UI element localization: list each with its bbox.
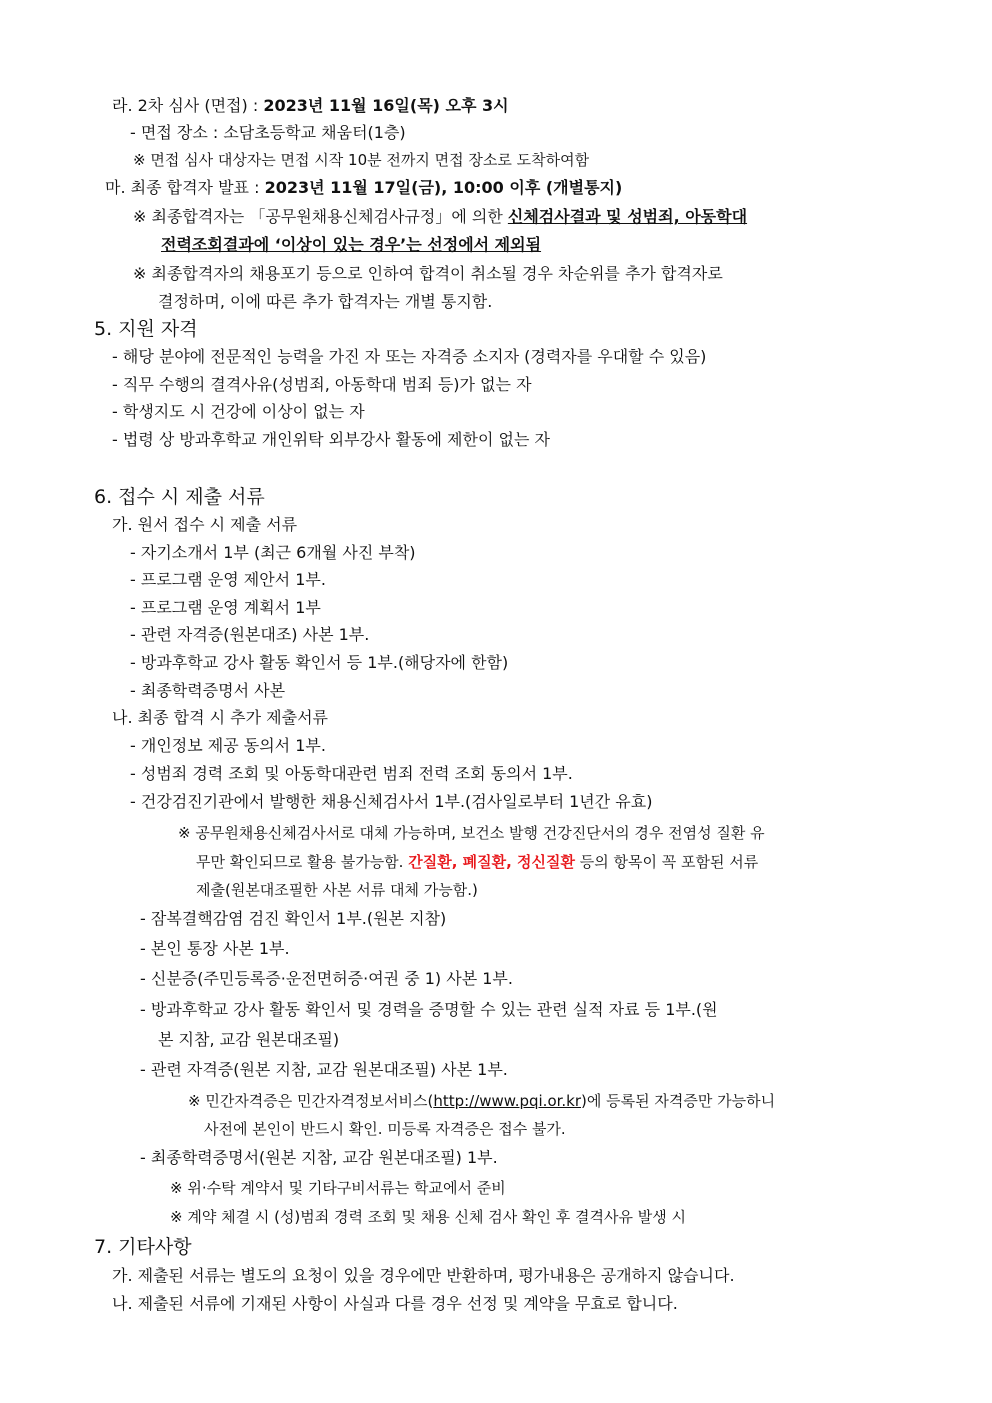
final-note-1: ※ 최종합격자는 「공무원채용신체검사규정」에 의한 신체검사결과 및 성범죄, 아동학대 [133, 207, 748, 226]
application-docs-heading: 가. 원서 접수 시 제출 서류 [112, 515, 298, 534]
list-item: - 잠복결핵감염 검진 확인서 1부.(원본 지참) [140, 909, 447, 928]
list-item: - 방과후학교 강사 활동 확인서 등 1부.(해당자에 한함) [130, 653, 509, 672]
interview-place: - 면접 장소 : 소담초등학교 채움터(1층) [130, 123, 406, 142]
health-note-cont: 무만 확인되므로 활용 불가능함. 간질환, 폐질환, 정신질환 등의 항목이 꼭 포함된 서류 [196, 853, 759, 871]
list-item: - 프로그램 운영 제안서 1부. [130, 570, 326, 589]
announcement-date: 2023년 11월 17일(금), 10:00 이후 (개별통지) [264, 178, 623, 197]
health-note-cont: 제출(원본대조필한 사본 서류 대체 가능함.) [196, 881, 478, 899]
misc-item: 나. 제출된 서류에 기재된 사항이 사실과 다를 경우 선정 및 계약을 무효로 합니다. [112, 1294, 678, 1313]
section-5-title: 5. 지원 자격 [94, 318, 198, 340]
eligibility-item: - 학생지도 시 건강에 이상이 없는 자 [112, 402, 365, 421]
pqi-link[interactable]: http://www.pqi.or.kr [433, 1092, 582, 1110]
misc-item: 가. 제출된 서류는 별도의 요청이 있을 경우에만 반환하며, 평가내용은 공개하지 않습니다. [112, 1266, 735, 1285]
interview-note: ※ 면접 심사 대상자는 면접 시작 10분 전까지 면접 장소로 도착하여함 [133, 151, 590, 169]
cert-note: ※ 민간자격증은 민간자격정보서비스(http://www.pqi.or.kr)에 등록된 자격증만 가능하니 [188, 1092, 776, 1110]
list-item: - 관련 자격증(원본대조) 사본 1부. [130, 625, 370, 644]
health-note: ※ 공무원채용신체검사서로 대체 가능하며, 보건소 발행 건강진단서의 경우 전염성 질환 유 [178, 824, 765, 842]
list-item: - 방과후학교 강사 활동 확인서 및 경력을 증명할 수 있는 관련 실적 자료 등 1부.(원 [140, 1000, 718, 1019]
announcement-label: 마. 최종 합격자 발표 : [105, 178, 265, 197]
final-note-1-emphasis-2: 전력조회결과에 ‘이상이 있는 경우’는 선정에서 제외됨 [161, 235, 542, 254]
list-item: - 프로그램 운영 계획서 1부 [130, 598, 321, 617]
interview-date: 2023년 11월 16일(목) 오후 3시 [263, 96, 509, 115]
list-item: - 본인 통장 사본 1부. [140, 939, 290, 958]
contract-note: ※ 위·수탁 계약서 및 기타구비서류는 학교에서 준비 [170, 1179, 506, 1197]
section-7-title: 7. 기타사항 [94, 1236, 192, 1258]
final-note-2: ※ 최종합격자의 채용포기 등으로 인하여 합격이 취소될 경우 차순위를 추가 합격자로 [133, 264, 723, 283]
interview-schedule [112, 96, 509, 116]
list-item: - 최종학력증명서 사본 [130, 681, 286, 700]
list-item: - 관련 자격증(원본 지참, 교감 원본대조필) 사본 1부. [140, 1060, 508, 1079]
health-note-required-items: 간질환, 폐질환, 정신질환 [408, 853, 575, 871]
list-item-cont: 본 지참, 교감 원본대조필) [158, 1030, 340, 1049]
list-item: - 자기소개서 1부 (최근 6개월 사진 부착) [130, 543, 416, 562]
final-note-2-cont: 결정하며, 이에 따른 추가 합격자는 개별 통지함. [158, 292, 493, 311]
eligibility-item: - 직무 수행의 결격사유(성범죄, 아동학대 범죄 등)가 없는 자 [112, 375, 532, 394]
cert-note-cont: 사전에 본인이 반드시 확인. 미등록 자격증은 접수 불가. [204, 1120, 566, 1138]
eligibility-item: - 법령 상 방과후학교 개인위탁 외부강사 활동에 제한이 없는 자 [112, 430, 550, 449]
list-item: - 성범죄 경력 조회 및 아동학대관련 범죄 전력 조회 동의서 1부. [130, 764, 573, 783]
list-item: - 건강검진기관에서 발행한 채용신체검사서 1부.(검사일로부터 1년간 유효) [130, 792, 653, 811]
list-item: - 최종학력증명서(원본 지참, 교감 원본대조필) 1부. [140, 1148, 498, 1167]
final-note-1-emphasis: 신체검사결과 및 성범죄, 아동학대 [507, 207, 748, 226]
interview-label: 라. 2차 심사 (면접) : [112, 96, 264, 115]
list-item: - 신분증(주민등록증·운전면허증·여권 중 1) 사본 1부. [140, 969, 513, 988]
section-6-title: 6. 접수 시 제출 서류 [94, 486, 265, 508]
contract-note: ※ 계약 체결 시 (성)범죄 경력 조회 및 채용 신체 검사 확인 후 결격사유 발생 시 [170, 1208, 687, 1226]
eligibility-item: - 해당 분야에 전문적인 능력을 가진 자 또는 자격증 소지자 (경력자를 우대할 수 있음) [112, 347, 707, 366]
additional-docs-heading: 나. 최종 합격 시 추가 제출서류 [112, 708, 328, 727]
list-item: - 개인정보 제공 동의서 1부. [130, 736, 326, 755]
final-announcement [105, 178, 622, 198]
